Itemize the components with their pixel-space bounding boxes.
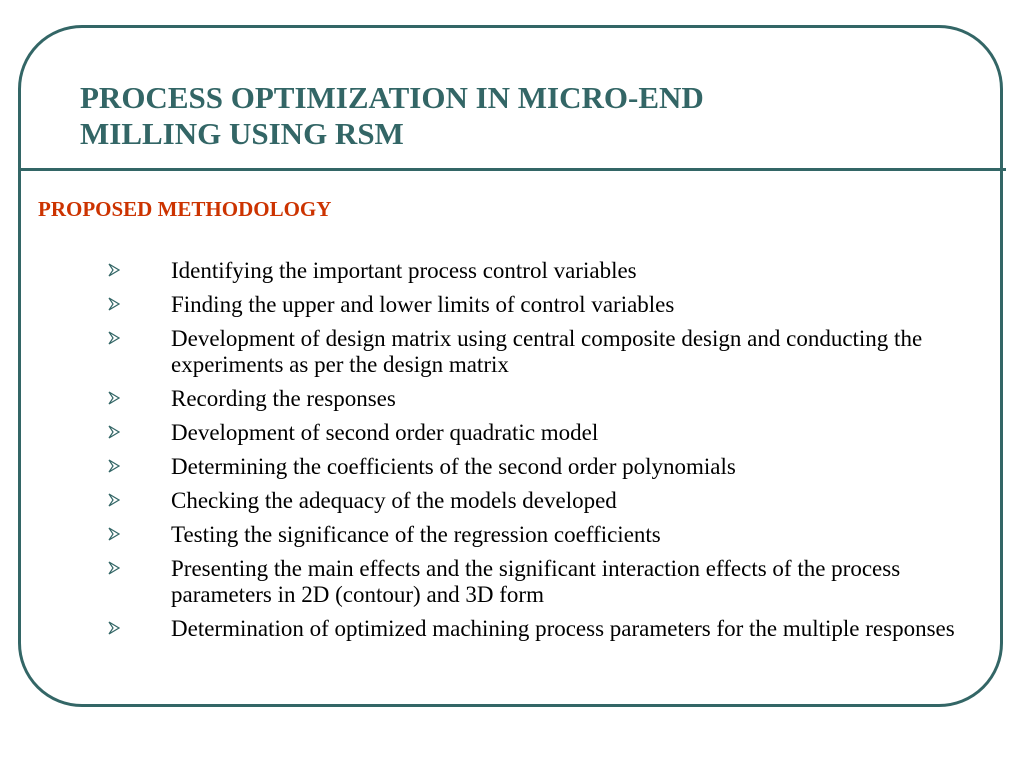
bullet-item — [100, 488, 980, 514]
bullet-text: Finding the upper and lower limits of control variables — [171, 292, 675, 317]
arrowhead-bullet-icon — [108, 391, 120, 405]
bullet-text: Development of second order quadratic model — [171, 420, 599, 445]
bullet-text: Testing the significance of the regression coefficients — [171, 522, 661, 547]
bullet-text: Recording the responses — [171, 386, 396, 411]
bullet-item — [100, 616, 980, 642]
bullet-item — [100, 258, 980, 284]
methodology-bullet-list — [100, 258, 980, 650]
bullet-text: Checking the adequacy of the models developed — [171, 488, 617, 513]
slide-title-line-1: PROCESS OPTIMIZATION IN MICRO-END — [80, 80, 704, 115]
bullet-item — [100, 326, 980, 378]
arrowhead-bullet-icon — [108, 561, 120, 575]
arrowhead-bullet-icon — [108, 297, 120, 311]
arrowhead-bullet-icon — [108, 425, 120, 439]
slide-title-line-2: MILLING USING RSM — [80, 116, 404, 151]
bullet-item — [100, 420, 980, 446]
bullet-item — [100, 522, 980, 548]
bullet-text: Presenting the main effects and the significant interaction effects of the process parameters in 2D (contour) and 3D form — [171, 556, 901, 607]
arrowhead-bullet-icon — [108, 493, 120, 507]
bullet-item — [100, 556, 980, 608]
arrowhead-bullet-icon — [108, 527, 120, 541]
title-divider — [18, 168, 1006, 171]
arrowhead-bullet-icon — [108, 331, 120, 345]
slide-title — [80, 80, 940, 152]
arrowhead-bullet-icon — [108, 459, 120, 473]
bullet-item — [100, 386, 980, 412]
arrowhead-bullet-icon — [108, 263, 120, 277]
bullet-text: Identifying the important process control variables — [171, 258, 637, 283]
arrowhead-bullet-icon — [108, 621, 120, 635]
bullet-text: Development of design matrix using central composite design and conducting the experiments as per the design matrix — [171, 326, 923, 377]
bullet-item — [100, 454, 980, 480]
bullet-text: Determination of optimized machining process parameters for the multiple responses — [171, 616, 955, 641]
section-subtitle: PROPOSED METHODOLOGY — [38, 197, 332, 221]
bullet-text: Determining the coefficients of the second order polynomials — [171, 454, 736, 479]
bullet-item — [100, 292, 980, 318]
